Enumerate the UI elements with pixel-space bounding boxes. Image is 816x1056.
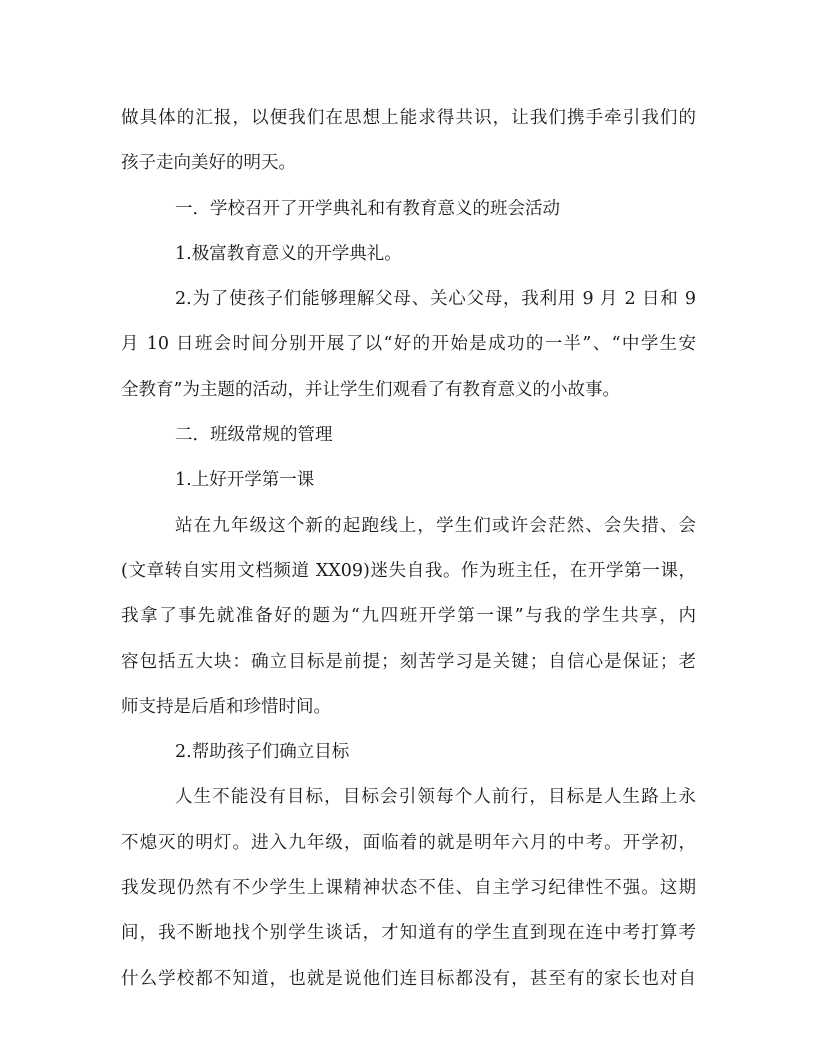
text-line: 月 10 日班会时间分别开展了以“好的开始是成功的一半”、“中学生安 — [121, 334, 696, 355]
text-line: 容包括五大块：确立目标是前提；刻苦学习是关键；自信心是保证；老 — [121, 651, 696, 672]
section-heading: 一．学校召开了开学典礼和有教育意义的班会活动 — [175, 198, 560, 219]
list-item: 2.帮助孩子们确立目标 — [175, 742, 350, 763]
list-item: 1.上好开学第一课 — [175, 470, 315, 491]
text-line: 我发现仍然有不少学生上课精神状态不佳、自主学习纪律性不强。这期 — [121, 878, 696, 899]
text-line: 我拿了事先就准备好的题为“九四班开学第一课”与我的学生共享，内 — [121, 606, 696, 627]
document-body — [121, 96, 696, 1002]
text-line: 不熄灭的明灯。进入九年级，面临着的就是明年六月的中考。开学初， — [121, 832, 696, 853]
list-item: 1.极富教育意义的开学典礼。 — [175, 243, 402, 264]
text-line: 孩子走向美好的明天。 — [121, 153, 296, 174]
text-line: 站在九年级这个新的起跑线上，学生们或许会茫然、会失措、会 — [175, 515, 696, 536]
text-line: 间，我不断地找个别学生谈话，才知道有的学生直到现在连中考打算考 — [121, 923, 696, 944]
text-line: 全教育”为主题的活动，并让学生们观看了有教育意义的小故事。 — [121, 379, 620, 400]
text-line: 做具体的汇报，以便我们在思想上能求得共识，让我们携手牵引我们的 — [121, 108, 696, 128]
text-line: 师支持是后盾和珍惜时间。 — [121, 696, 331, 717]
section-heading: 二．班级常规的管理 — [175, 425, 333, 446]
text-line: 什么学校都不知道，也就是说他们连目标都没有，甚至有的家长也对自 — [121, 968, 696, 989]
text-line: 人生不能没有目标，目标会引领每个人前行，目标是人生路上永 — [175, 787, 696, 808]
text-line: 2.为了使孩子们能够理解父母、关心父母，我利用 9 月 2 日和 9 — [175, 289, 696, 310]
text-line: (文章转自实用文档频道 XX09)迷失自我。作为班主任，在开学第一课， — [121, 560, 696, 581]
